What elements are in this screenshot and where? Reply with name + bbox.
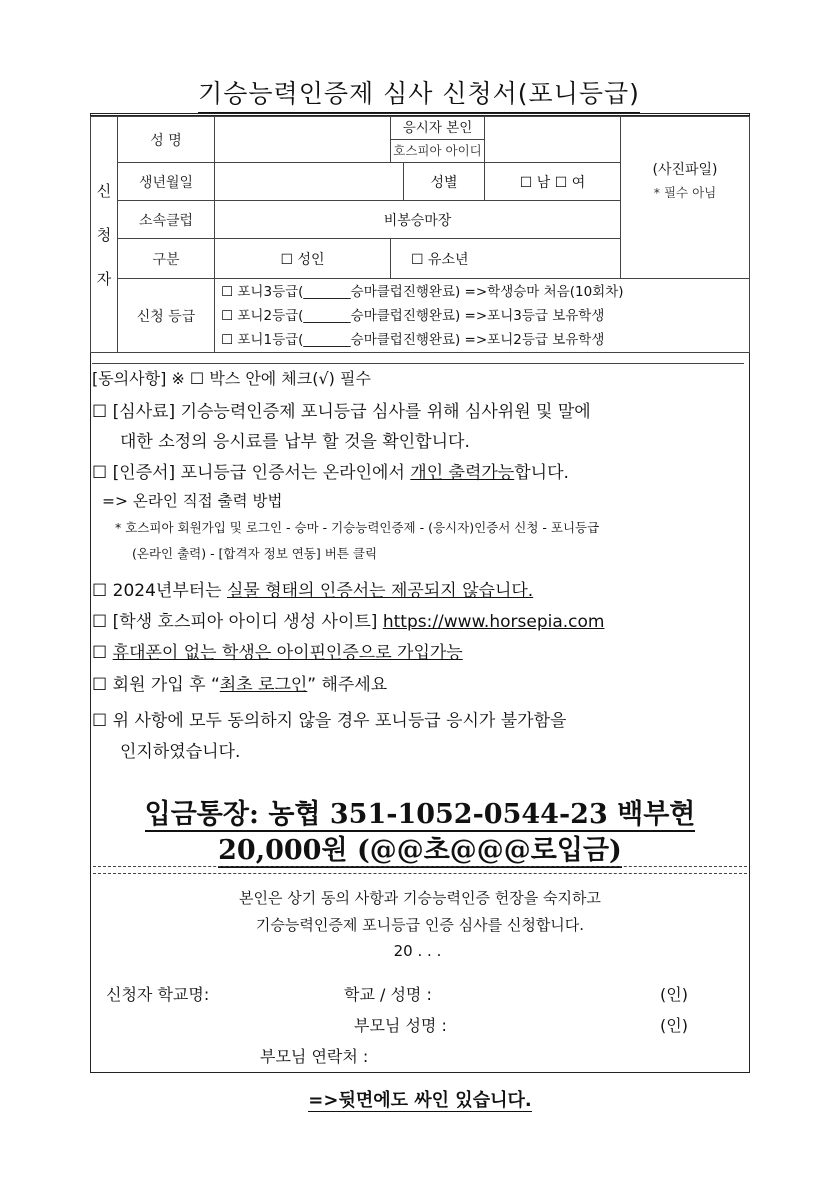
login-underlined: 최초 로그인 xyxy=(219,675,308,695)
category-youth[interactable]: ☐ 유소년 xyxy=(391,239,621,279)
club-value[interactable]: 비봉승마장 xyxy=(215,201,621,239)
grade-option-pony2[interactable]: ☐ 포니2등급(_______승마클럽진행완료) =>포니3등급 보유학생 xyxy=(221,307,605,324)
application-table xyxy=(90,116,750,353)
applicant-school-label: 신청자 학교명: xyxy=(106,985,210,1004)
ipin-consent[interactable] xyxy=(92,638,463,663)
grade-options xyxy=(215,279,750,353)
bank-amount-line xyxy=(90,828,750,867)
side-char-3: 자 xyxy=(96,269,112,288)
no-phone-prefix: ☐ xyxy=(92,643,113,663)
fee-consent-line2: 대한 소정의 응시료를 납부 할 것을 확인합니다. xyxy=(120,432,470,452)
student-site-link[interactable]: https://www.horsepia.com xyxy=(382,612,605,632)
name-label: 성 명 xyxy=(118,117,215,163)
self-label: 응시자 본인 xyxy=(391,117,484,140)
online-steps-line1: * 호스피아 회원가입 및 로그인 - 승마 - 기승능력인증제 - (응시자)인증서 신청 - 포니등급 xyxy=(115,520,600,535)
cert-suffix: 합니다. xyxy=(514,463,569,483)
agreement-header: [동의사항] ※ ☐ 박스 안에 체크(√) 필수 xyxy=(92,363,744,389)
self-id-cell xyxy=(391,117,485,163)
login-prefix: ☐ 회원 가입 후 “ xyxy=(92,675,220,695)
student-site-prefix: ☐ [학생 호스피아 아이디 생성 사이트] xyxy=(92,612,383,632)
name-field[interactable] xyxy=(215,117,391,163)
page-title: 기승능력인증제 심사 신청서(포니등급) xyxy=(198,74,640,114)
bank-account-text: 입금통장: 농협 351-1052-0544-23 백부현 xyxy=(144,799,696,830)
birth-field[interactable] xyxy=(215,163,404,201)
applicant-side-label xyxy=(91,117,118,353)
grade-label: 신청 등급 xyxy=(118,279,215,353)
category-label: 구분 xyxy=(118,239,215,279)
photo-note: * 필수 아님 xyxy=(653,184,717,200)
first-login-consent[interactable] xyxy=(92,670,387,695)
side-char-2: 청 xyxy=(96,225,112,244)
online-method: => 온라인 직접 출력 방법 xyxy=(102,492,283,510)
grade-option-pony3[interactable]: ☐ 포니3등급(_______승마클럽진행완료) =>학생승마 처음(10회차) xyxy=(221,283,624,300)
bank-account-line xyxy=(90,792,750,831)
declaration-line2: 기승능력인증제 포니등급 인증 심사를 신청합니다. xyxy=(255,916,585,934)
online-steps-line2: (온라인 출력) - [합격자 정보 연동] 버튼 클릭 xyxy=(132,546,378,561)
cert-underlined: 개인 출력가능 xyxy=(410,463,515,483)
parent-contact-label[interactable]: 부모님 연락처 : xyxy=(260,1047,369,1066)
physical-cert-consent[interactable] xyxy=(92,576,533,601)
side-char-1: 신 xyxy=(96,181,112,200)
birth-label: 생년월일 xyxy=(118,163,215,201)
photo-cell-bottom xyxy=(621,239,750,279)
footer-text: =>뒷면에도 싸인 있습니다. xyxy=(308,1090,532,1111)
seal-applicant[interactable]: (인) xyxy=(660,985,688,1004)
grade-option-pony1[interactable]: ☐ 포니1등급(_______승마클럽진행완료) =>포니2등급 보유학생 xyxy=(221,331,605,348)
photo-label: (사진파일) xyxy=(652,161,718,178)
photo-cell[interactable] xyxy=(621,117,750,239)
gender-label: 성별 xyxy=(404,163,485,201)
login-suffix: ” 해주세요 xyxy=(307,675,388,695)
bank-amount-text: 20,000원 (@@초@@@로입금) xyxy=(218,835,622,866)
club-label: 소속클럽 xyxy=(118,201,215,239)
dashed-divider xyxy=(93,866,747,874)
declaration-line1: 본인은 상기 동의 사항과 기승능력인증 헌장을 숙지하고 xyxy=(239,889,601,907)
final-consent-line2: 인지하였습니다. xyxy=(120,742,241,762)
cert-prefix: ☐ [인증서] 포니등급 인증서는 온라인에서 xyxy=(92,463,411,483)
student-site-consent[interactable] xyxy=(92,607,604,632)
declaration-date[interactable]: 20 . . . xyxy=(393,942,442,960)
y2024-underlined: 실물 형태의 인증서는 제공되지 않습니다. xyxy=(227,581,534,601)
seal-parent[interactable]: (인) xyxy=(660,1016,688,1035)
category-adult[interactable]: ☐ 성인 xyxy=(215,239,391,279)
no-phone-underlined: 휴대폰이 없는 학생은 아이핀인증으로 가입가능 xyxy=(112,643,463,663)
fee-consent-line1[interactable]: ☐ [심사료] 기승능력인증제 포니등급 심사를 위해 심사위원 및 말에 xyxy=(92,402,591,422)
horsepia-id-label: 호스피아 아이디 xyxy=(393,143,482,158)
parent-name-label[interactable]: 부모님 성명 : xyxy=(354,1016,447,1035)
certificate-consent[interactable] xyxy=(92,458,569,483)
school-name-label[interactable]: 학교 / 성명 : xyxy=(344,985,432,1004)
gender-options[interactable]: ☐ 남 ☐ 여 xyxy=(485,163,621,201)
footer-note xyxy=(90,1086,750,1112)
y2024-prefix: ☐ 2024년부터는 xyxy=(92,581,227,601)
horsepia-id-field[interactable] xyxy=(485,117,621,163)
final-consent-line1[interactable]: ☐ 위 사항에 모두 동의하지 않을 경우 포니등급 응시가 불가함을 xyxy=(92,711,567,731)
